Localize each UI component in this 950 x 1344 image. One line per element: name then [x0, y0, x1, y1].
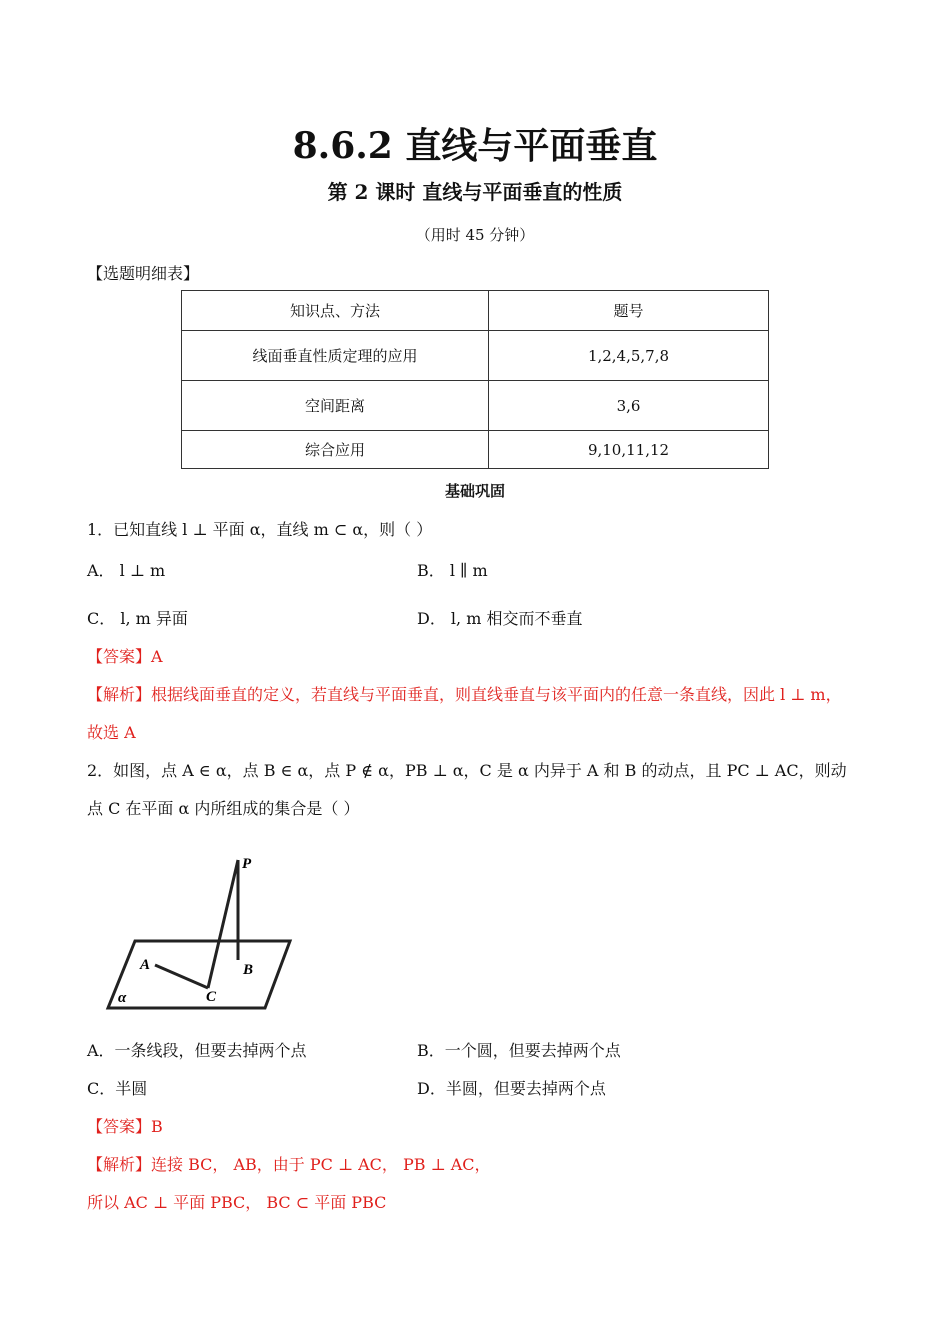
label-b: B	[243, 962, 254, 978]
question-2-option-a: A．一条线段，但要去掉两个点	[87, 1041, 307, 1060]
label-p: P	[242, 856, 252, 872]
question-2-analysis-cont: 所以 AC ⊥ 平面 PBC， BC ⊂ 平面 PBC	[87, 1193, 387, 1212]
table-header: 题号	[489, 291, 769, 331]
question-2-option-b: B．一个圆，但要去掉两个点	[417, 1041, 621, 1060]
page-title: 8.6.2 直线与平面垂直	[292, 125, 658, 167]
plane-alpha	[108, 941, 290, 1008]
question-1-analysis-end: 故选 A	[87, 723, 136, 742]
question-1-option-c: C． l, m 异面	[87, 609, 188, 628]
question-2-option-c: C．半圆	[87, 1079, 148, 1098]
question-2-answer: 【答案】B	[87, 1117, 163, 1136]
section-title: 基础巩固	[444, 482, 505, 500]
question-2-analysis: 【解析】连接 BC， AB，由于 PC ⊥ AC， PB ⊥ AC，	[87, 1155, 491, 1174]
question-1-answer: 【答案】A	[87, 647, 163, 666]
question-2-option-d: D．半圆，但要去掉两个点	[417, 1079, 606, 1098]
detail-table	[181, 290, 769, 469]
page-subtitle: 第 2 课时 直线与平面垂直的性质	[327, 180, 623, 204]
segment-pc	[208, 860, 238, 988]
question-1-analysis: 【解析】根据线面垂直的定义，若直线与平面垂直，则直线垂直与该平面内的任意一条直线，因此 l ⊥ m，	[87, 685, 842, 704]
question-2-stem-cont: 点 C 在平面 α 内所组成的集合是（ ）	[87, 799, 360, 818]
question-1-option-b: B． l ∥ m	[417, 561, 488, 580]
table-cell: 3,6	[489, 381, 769, 431]
question-2-stem: 2．如图，点 A ∈ α，点 B ∈ α，点 P ∉ α，PB ⊥ α，C 是 α 内异于 A 和 B 的动点，且 PC ⊥ AC，则动	[87, 761, 847, 780]
table-row	[182, 381, 769, 431]
label-alpha: α	[118, 990, 127, 1006]
table-header: 知识点、方法	[182, 291, 489, 331]
segment-ac	[155, 965, 208, 988]
question-1-option-d: D． l, m 相交而不垂直	[417, 609, 583, 628]
geometry-figure	[100, 848, 300, 1013]
question-1-option-a: A． l ⊥ m	[87, 561, 166, 580]
table-row	[182, 431, 769, 469]
time-note: （用时 45 分钟）	[415, 226, 535, 244]
table-cell: 9,10,11,12	[489, 431, 769, 469]
table-cell: 综合应用	[182, 431, 489, 469]
table-row	[182, 331, 769, 381]
label-c: C	[206, 989, 217, 1005]
table-cell: 线面垂直性质定理的应用	[182, 331, 489, 381]
label-a: A	[140, 957, 151, 973]
table-cell: 空间距离	[182, 381, 489, 431]
question-1-stem: 1．已知直线 l ⊥ 平面 α，直线 m ⊂ α，则（ ）	[87, 520, 433, 539]
table-cell: 1,2,4,5,7,8	[489, 331, 769, 381]
detail-table-label: 【选题明细表】	[87, 264, 200, 283]
